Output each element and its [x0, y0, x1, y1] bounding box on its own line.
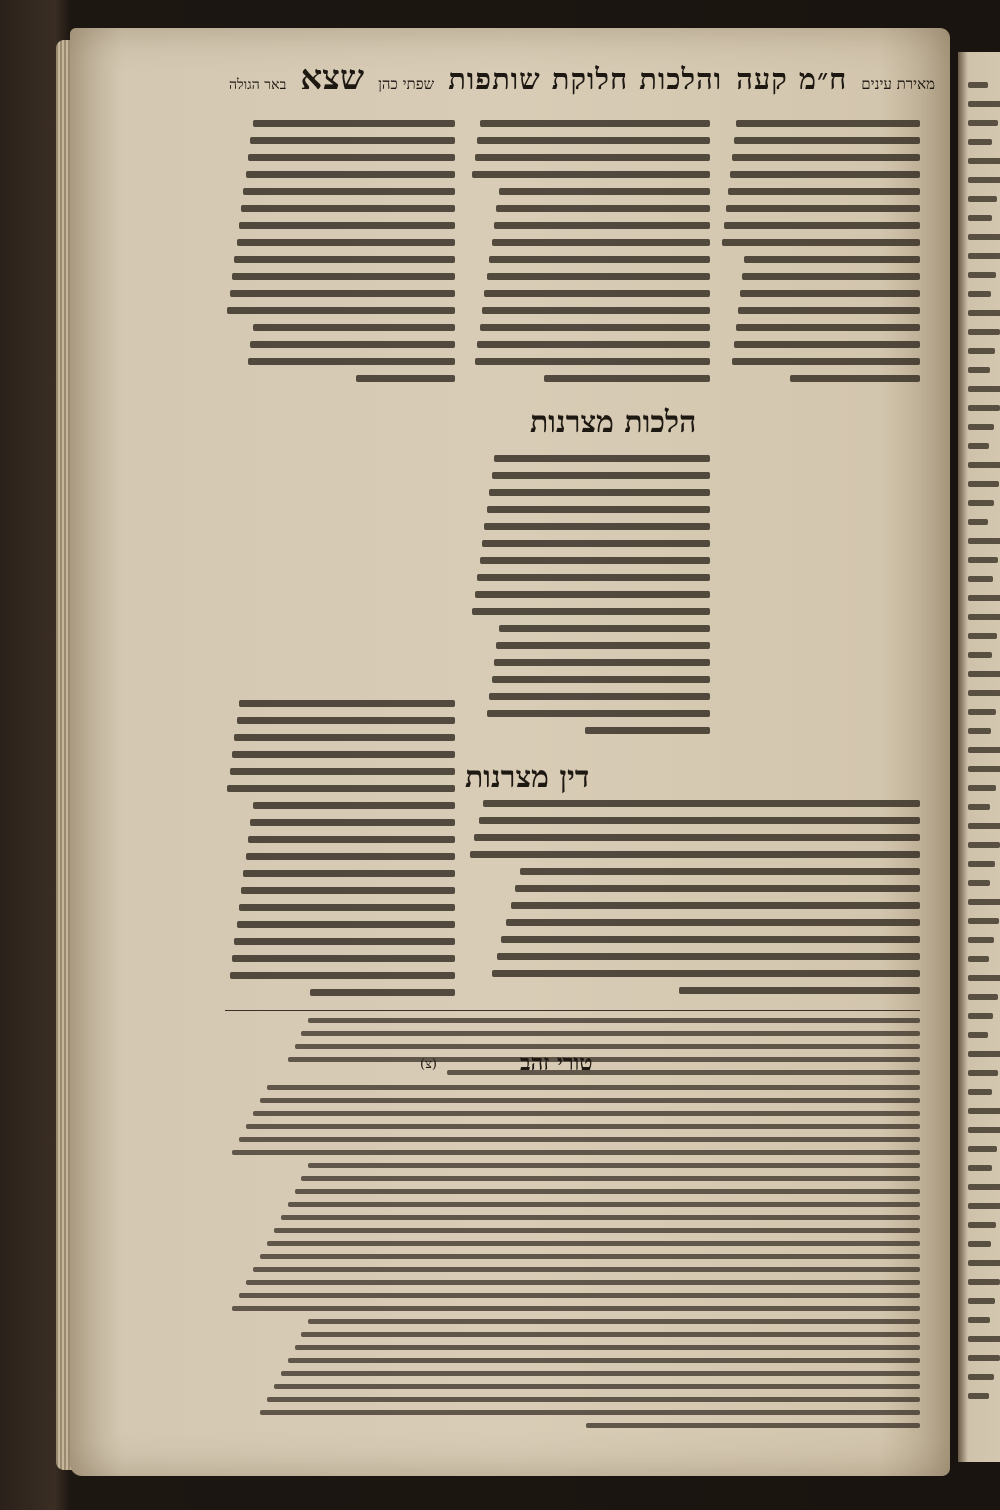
text-line [237, 717, 456, 724]
text-line [232, 751, 455, 758]
next-page-line [968, 633, 997, 639]
text-line [497, 953, 920, 960]
next-page-line [968, 728, 991, 734]
next-page-line [968, 253, 1000, 259]
text-line [482, 307, 710, 314]
text-line [237, 239, 456, 246]
next-page-line [968, 329, 1000, 335]
text-line [234, 734, 455, 741]
text-line [234, 256, 455, 263]
next-page-line [968, 1146, 997, 1152]
text-line [679, 987, 920, 994]
commentary-column-left [225, 120, 455, 392]
commentary-column-right [720, 120, 920, 392]
text-line [237, 921, 456, 928]
text-line [250, 341, 455, 348]
text-line [246, 1124, 920, 1129]
next-page-line [968, 1051, 1000, 1057]
next-page-line [968, 1355, 1000, 1361]
text-line [484, 523, 710, 530]
next-page-line [968, 1336, 1000, 1342]
text-line [475, 591, 710, 598]
text-line [492, 239, 710, 246]
text-line [356, 375, 455, 382]
next-page-line [968, 1032, 988, 1038]
next-page-line [968, 1317, 990, 1323]
next-page-sliver [958, 52, 1000, 1462]
next-page-line [968, 1374, 994, 1380]
next-page-line [968, 1279, 1000, 1285]
commentary-lower-right [465, 800, 920, 1004]
text-line [494, 659, 710, 666]
text-line [234, 938, 455, 945]
next-page-line [968, 671, 1000, 677]
text-line [260, 1098, 920, 1103]
next-page-line [968, 614, 1000, 620]
text-line [475, 154, 710, 161]
next-page-line [968, 1089, 992, 1095]
text-line [586, 1423, 920, 1428]
next-page-line [968, 1298, 995, 1304]
text-line [239, 1293, 920, 1298]
next-page-line [968, 424, 994, 430]
next-page-line [968, 101, 1000, 107]
text-line [248, 836, 455, 843]
text-line [250, 137, 455, 144]
text-line [470, 851, 920, 858]
text-line [494, 455, 710, 462]
next-page-line [968, 994, 998, 1000]
text-line [790, 375, 920, 382]
text-line [472, 171, 710, 178]
next-page-line [968, 956, 989, 962]
text-line [479, 817, 920, 824]
text-line [248, 358, 455, 365]
text-line [308, 1163, 920, 1168]
text-line [239, 1137, 920, 1142]
section-title-hilchot: הלכות מצרנות [530, 405, 697, 440]
next-page-line [968, 519, 988, 525]
next-page-line [968, 747, 1000, 753]
text-line [274, 1384, 920, 1389]
next-page-line [968, 709, 996, 715]
text-line [734, 137, 920, 144]
commentary-lower-left [225, 700, 455, 1006]
text-line [248, 154, 455, 161]
next-page-line [968, 1393, 989, 1399]
text-line [230, 768, 455, 775]
text-line [734, 341, 920, 348]
next-page-line [968, 386, 1000, 392]
next-page-line [968, 785, 996, 791]
next-page-line [968, 234, 1000, 240]
text-line [288, 1202, 920, 1207]
next-page-line [968, 690, 1000, 696]
text-line [736, 120, 920, 127]
text-line [515, 885, 920, 892]
next-page-text [968, 82, 1000, 1412]
next-page-line [968, 443, 989, 449]
text-line [477, 341, 710, 348]
text-line [544, 375, 710, 382]
text-line [492, 676, 710, 683]
next-page-line [968, 462, 1000, 468]
text-line [447, 1070, 920, 1075]
text-line [246, 1280, 920, 1285]
text-line [520, 868, 920, 875]
text-line [477, 574, 710, 581]
next-page-line [968, 595, 1000, 601]
header-right: באר הגולה [229, 77, 287, 93]
text-line [484, 290, 710, 297]
text-line [496, 205, 710, 212]
text-line [232, 1306, 920, 1311]
text-line [728, 188, 920, 195]
text-line [267, 1397, 920, 1402]
next-page-line [968, 918, 999, 924]
next-page-line [968, 842, 1000, 848]
next-page-line [968, 652, 992, 658]
text-line [295, 1189, 921, 1194]
separator-rule [225, 1010, 920, 1011]
text-line [295, 1044, 921, 1049]
next-page-line [968, 975, 1000, 981]
text-line [744, 256, 920, 263]
text-line [585, 727, 710, 734]
next-page-line [968, 1222, 996, 1228]
turei-zahav-text [225, 1085, 920, 1436]
text-line [492, 472, 710, 479]
text-line [260, 1254, 920, 1259]
text-line [239, 904, 455, 911]
text-line [246, 171, 455, 178]
text-line [241, 887, 455, 894]
next-page-line [968, 158, 1000, 164]
text-line [281, 1371, 920, 1376]
text-line [487, 506, 710, 513]
next-page-line [968, 367, 990, 373]
text-line [239, 222, 455, 229]
next-page-line [968, 1203, 1000, 1209]
text-line [480, 324, 710, 331]
section-title-din: דין מצרנות [465, 760, 590, 795]
next-page-line [968, 804, 990, 810]
next-page-line [968, 82, 988, 88]
next-page-line [968, 120, 998, 126]
text-line [494, 222, 710, 229]
next-page-line [968, 215, 992, 221]
main-text-column-lower [470, 455, 710, 744]
next-page-line [968, 139, 992, 145]
text-line [267, 1085, 920, 1090]
text-line [253, 120, 455, 127]
text-line [232, 1150, 920, 1155]
text-line [310, 989, 455, 996]
text-line [260, 1410, 920, 1415]
text-line [253, 1267, 920, 1272]
header-siman: ח״מ קעה [736, 62, 848, 96]
text-line [227, 307, 455, 314]
text-line [726, 205, 920, 212]
text-line [496, 642, 710, 649]
next-page-line [968, 557, 998, 563]
header-title: והלכות חלוקת שותפות [448, 62, 723, 96]
text-line [243, 870, 455, 877]
text-line [482, 540, 710, 547]
text-line [308, 1018, 920, 1023]
text-line [308, 1319, 920, 1324]
text-line [230, 290, 455, 297]
next-page-line [968, 1241, 991, 1247]
next-page-line [968, 576, 993, 582]
text-line [489, 693, 710, 700]
next-page-line [968, 937, 994, 943]
next-page-line [968, 1165, 992, 1171]
next-page-line [968, 481, 999, 487]
next-page-line [968, 405, 1000, 411]
text-line [489, 256, 710, 263]
text-line [499, 188, 710, 195]
text-line [740, 290, 920, 297]
text-line [492, 970, 920, 977]
text-line [477, 137, 710, 144]
next-page-line [968, 538, 1000, 544]
text-line [274, 1228, 920, 1233]
text-line [253, 802, 455, 809]
next-page-line [968, 1260, 1000, 1266]
next-page-line [968, 766, 1000, 772]
turei-zahav-title: טורי זהב [520, 1050, 593, 1076]
running-header [90, 58, 935, 98]
text-line [730, 171, 920, 178]
text-line [243, 188, 455, 195]
next-page-line [968, 196, 997, 202]
text-line [472, 608, 710, 615]
text-line [483, 800, 920, 807]
text-line [241, 205, 455, 212]
text-line [250, 819, 455, 826]
text-line [501, 936, 920, 943]
text-line [475, 358, 710, 365]
text-line [738, 307, 920, 314]
text-line [288, 1057, 920, 1062]
text-line [288, 1358, 920, 1363]
header-sub: שפתי כהן [378, 75, 435, 93]
next-page-line [968, 1108, 1000, 1114]
text-line [489, 489, 710, 496]
text-line [742, 273, 920, 280]
next-page-line [968, 291, 991, 297]
text-line [232, 955, 455, 962]
text-line [511, 902, 921, 909]
text-line [736, 324, 920, 331]
text-line [232, 273, 455, 280]
next-page-line [968, 1070, 998, 1076]
text-line [239, 700, 455, 707]
next-page-line [968, 310, 1000, 316]
text-line [506, 919, 920, 926]
next-page-line [968, 177, 1000, 183]
text-line [246, 853, 455, 860]
footer-marker: (צ) [420, 1057, 437, 1072]
text-line [474, 834, 920, 841]
next-page-line [968, 880, 990, 886]
next-page-line [968, 823, 1000, 829]
text-line [499, 625, 710, 632]
text-line [732, 358, 920, 365]
next-page-line [968, 272, 996, 278]
next-page-line [968, 861, 995, 867]
next-page-line [968, 348, 995, 354]
next-page-line [968, 899, 1000, 905]
next-page-line [968, 1127, 1000, 1133]
text-line [480, 120, 710, 127]
text-line [732, 154, 920, 161]
next-page-line [968, 1013, 993, 1019]
text-line [253, 1111, 920, 1116]
text-line [295, 1345, 921, 1350]
text-line [301, 1176, 920, 1181]
text-line [253, 324, 455, 331]
text-line [267, 1241, 920, 1246]
next-page-line [968, 500, 994, 506]
text-line [487, 710, 710, 717]
main-text-column [470, 120, 710, 392]
header-folio: מאירת עינים [861, 75, 935, 93]
text-line [480, 557, 710, 564]
text-line [722, 239, 920, 246]
next-page-line [968, 1184, 1000, 1190]
text-line [227, 785, 455, 792]
text-line [281, 1215, 920, 1220]
text-line [724, 222, 920, 229]
text-line [301, 1332, 920, 1337]
header-page-letters: שצא [300, 58, 365, 98]
text-line [230, 972, 455, 979]
text-line [301, 1031, 920, 1036]
text-line [487, 273, 710, 280]
